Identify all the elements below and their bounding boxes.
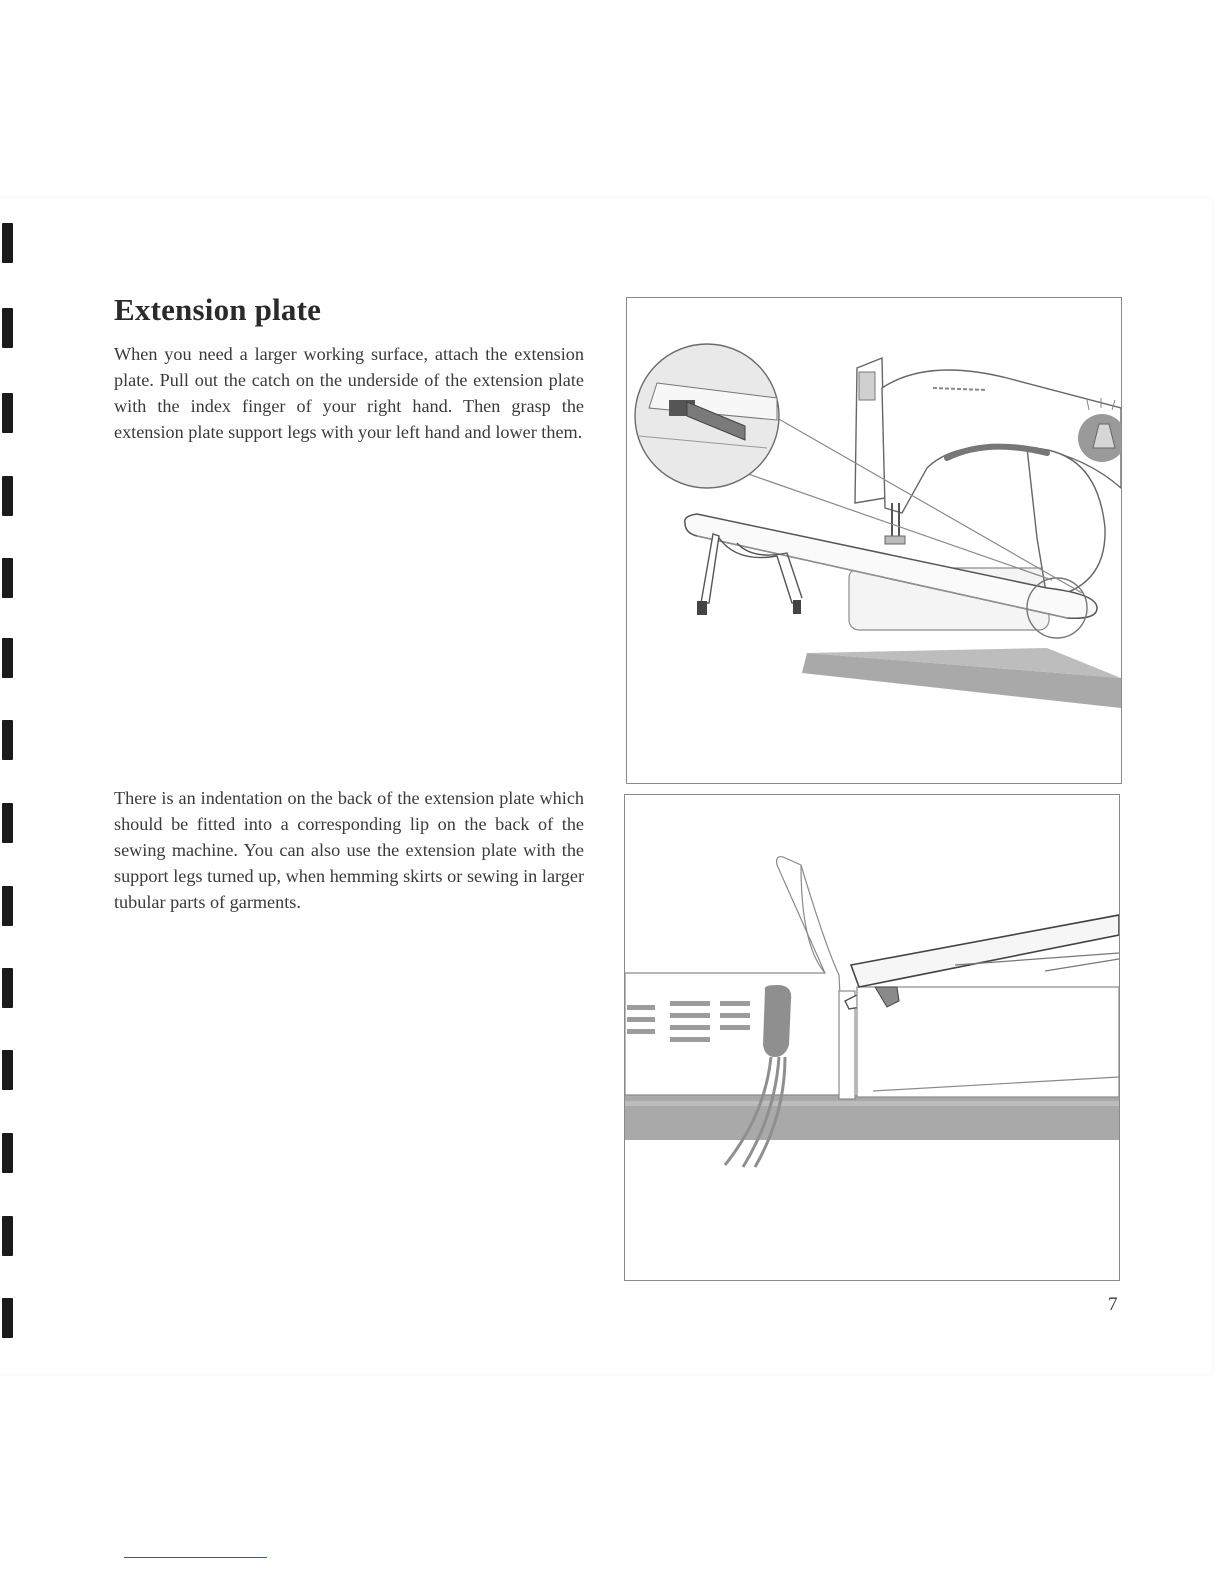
figure-extension-plate-attached: [626, 297, 1122, 784]
page-number: 7: [1108, 1294, 1118, 1315]
binding-holes: [0, 198, 20, 1374]
power-plug: [763, 985, 791, 1057]
page-title: Extension plate: [114, 292, 322, 327]
footer-link-rule: [124, 1557, 267, 1558]
instruction-paragraph-attach: When you need a larger working surface, attach the extension plate. Pull out the catch on the underside of the extension plate with the index finger of your right hand. Then grasp the extension plate support legs with your left hand and lower them.: [114, 344, 584, 442]
machine-back: [625, 857, 845, 1095]
instruction-paragraph-fit: There is an indentation on the back of the extension plate which should be fitted into a corresponding lip on the back of the sewing machine. You can also use the extension plate with the support legs turned up, when hemming skirts or sewing in larger tubular parts of garments.: [114, 788, 584, 912]
figure-plate-back-lip: [624, 794, 1120, 1281]
extension-plate-edge: [851, 915, 1119, 987]
manual-page: [0, 198, 1212, 1374]
